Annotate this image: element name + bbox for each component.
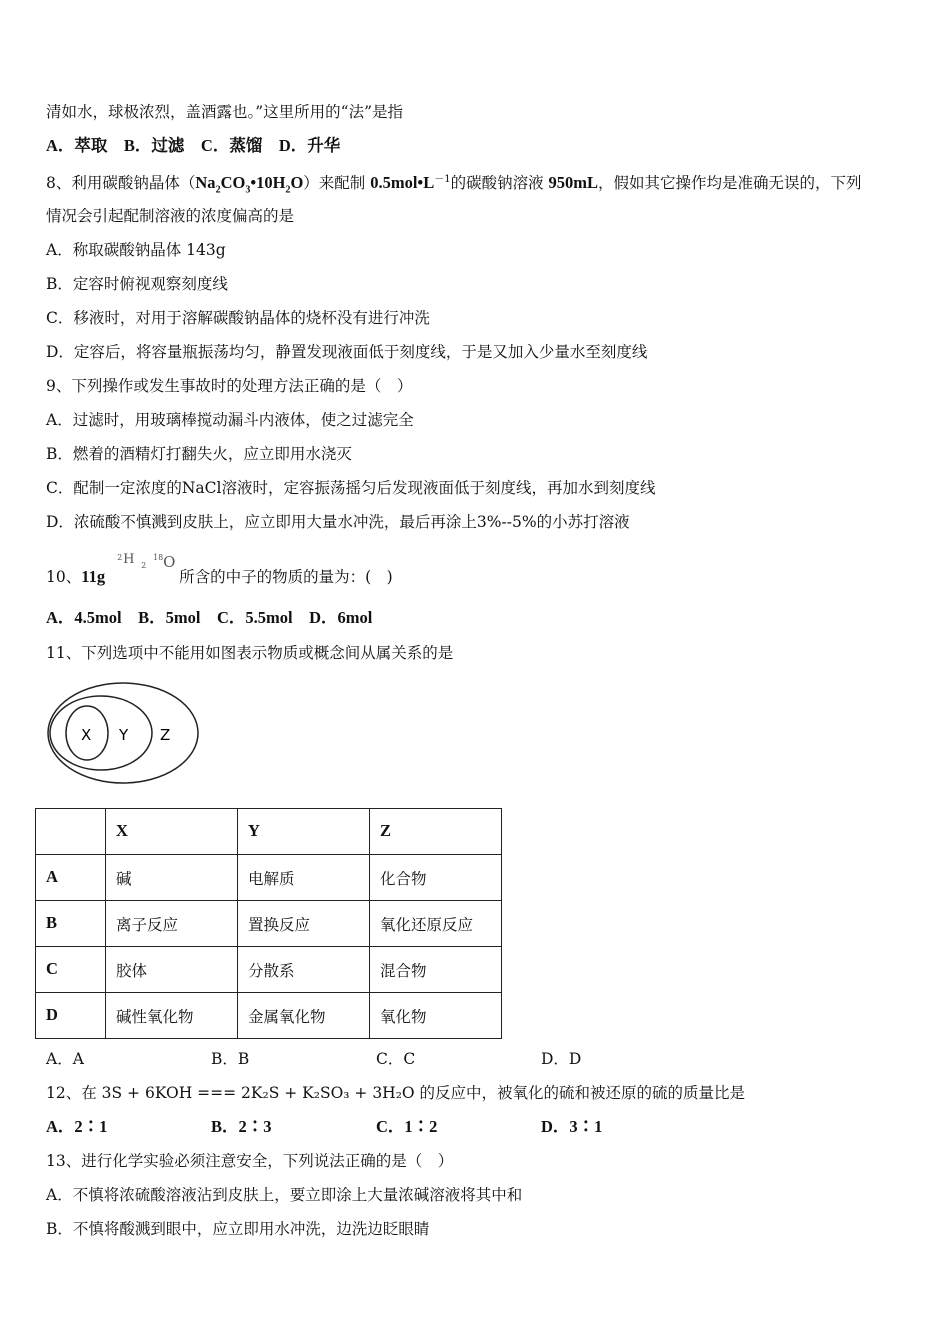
- q8-option-b: B．定容时俯视观察刻度线: [46, 275, 228, 293]
- q9-option-d: D．浓硫酸不慎溅到皮肤上，应立即用大量水冲洗，最后再涂上3%--5%的小苏打溶液: [46, 513, 630, 531]
- q8-option-d: D．定容后，将容量瓶振荡均匀，静置发现液面低于刻度线，于是又加入少量水至刻度线: [46, 343, 648, 361]
- q9-stem: 9、下列操作或发生事故时的处理方法正确的是（ ）: [46, 377, 413, 395]
- q12-option-b: B．2∶3: [211, 1117, 272, 1136]
- q13-option-b: B．不慎将酸溅到眼中，应立即用水冲洗，边洗边眨眼睛: [46, 1220, 430, 1238]
- q11-option-a: A．A: [46, 1050, 84, 1068]
- q10-options: A．4.5mol B．5mol C．5.5mol D．6mol: [46, 608, 373, 627]
- table-row: D 碱性氧化物 金属氧化物 氧化物: [36, 993, 502, 1039]
- table-row: C 胶体 分散系 混合物: [36, 947, 502, 993]
- q8-option-c: C．移液时，对用于溶解碳酸钠晶体的烧杯没有进行冲洗: [46, 309, 430, 327]
- venn-label-y: Y: [119, 726, 129, 744]
- q11-option-d: D．D: [541, 1050, 582, 1068]
- table-header-row: X Y Z: [36, 809, 502, 855]
- q7-options: A．萃取 B．过滤 C．蒸馏 D．升华: [46, 136, 341, 155]
- table-row: A 碱 电解质 化合物: [36, 855, 502, 901]
- q8-option-a: A．称取碳酸钠晶体 143g: [46, 241, 226, 259]
- q12-option-a: A．2∶1: [46, 1117, 108, 1136]
- q8-stem-line2: 情况会引起配制溶液的浓度偏高的是: [46, 207, 295, 225]
- venn-label-x: X: [81, 726, 92, 744]
- q9-option-a: A．过滤时，用玻璃棒搅动漏斗内液体，使之过滤完全: [46, 411, 414, 429]
- q11-table: [35, 808, 502, 1039]
- q12-option-c: C．1∶2: [376, 1117, 438, 1136]
- q13-option-a: A．不慎将浓硫酸溶液沾到皮肤上，要立即涂上大量浓碱溶液将其中和: [46, 1186, 523, 1204]
- q11-option-b: B．B: [211, 1050, 250, 1068]
- table-row: B 离子反应 置换反应 氧化还原反应: [36, 901, 502, 947]
- q8-stem: 8、利用碳酸钠晶体$(Na_2CO_3•10H_2O)$来配制 $0.5mol•L^{-1}$的碳酸钠溶液 950mL，假如其它操作均是准确无误的，下列: [46, 173, 862, 196]
- q12-stem: 12、在 3S + 6KOH === 2K₂S + K₂SO₃ + 3H₂O 的反应中，被氧化的硫和被还原的硫的质量比是: [46, 1084, 746, 1102]
- q11-option-c: C．C: [376, 1050, 416, 1068]
- venn-label-z: Z: [160, 726, 171, 744]
- q11-stem: 11、下列选项中不能用如图表示物质或概念间从属关系的是: [46, 644, 454, 662]
- q12-option-d: D．3∶1: [541, 1117, 603, 1136]
- q9-option-b: B．燃着的酒精灯打翻失火，应立即用水浇灭: [46, 445, 352, 463]
- q7-stem-continuation: 清如水，球极浓烈，盖酒露也。”这里所用的“法”是指: [46, 103, 404, 121]
- heavy-water-formula: 2 H 2 18 O: [117, 552, 176, 571]
- q10-stem: 10、11g 2 H 2 18 O 所含的中子的物质的量为：( ): [46, 552, 393, 586]
- q9-option-c: C．配制一定浓度的NaCl溶液时，定容振荡摇匀后发现液面低于刻度线，再加水到刻度线: [46, 479, 656, 497]
- q13-stem: 13、进行化学实验必须注意安全，下列说法正确的是（ ）: [46, 1152, 454, 1170]
- venn-diagram: [45, 680, 205, 788]
